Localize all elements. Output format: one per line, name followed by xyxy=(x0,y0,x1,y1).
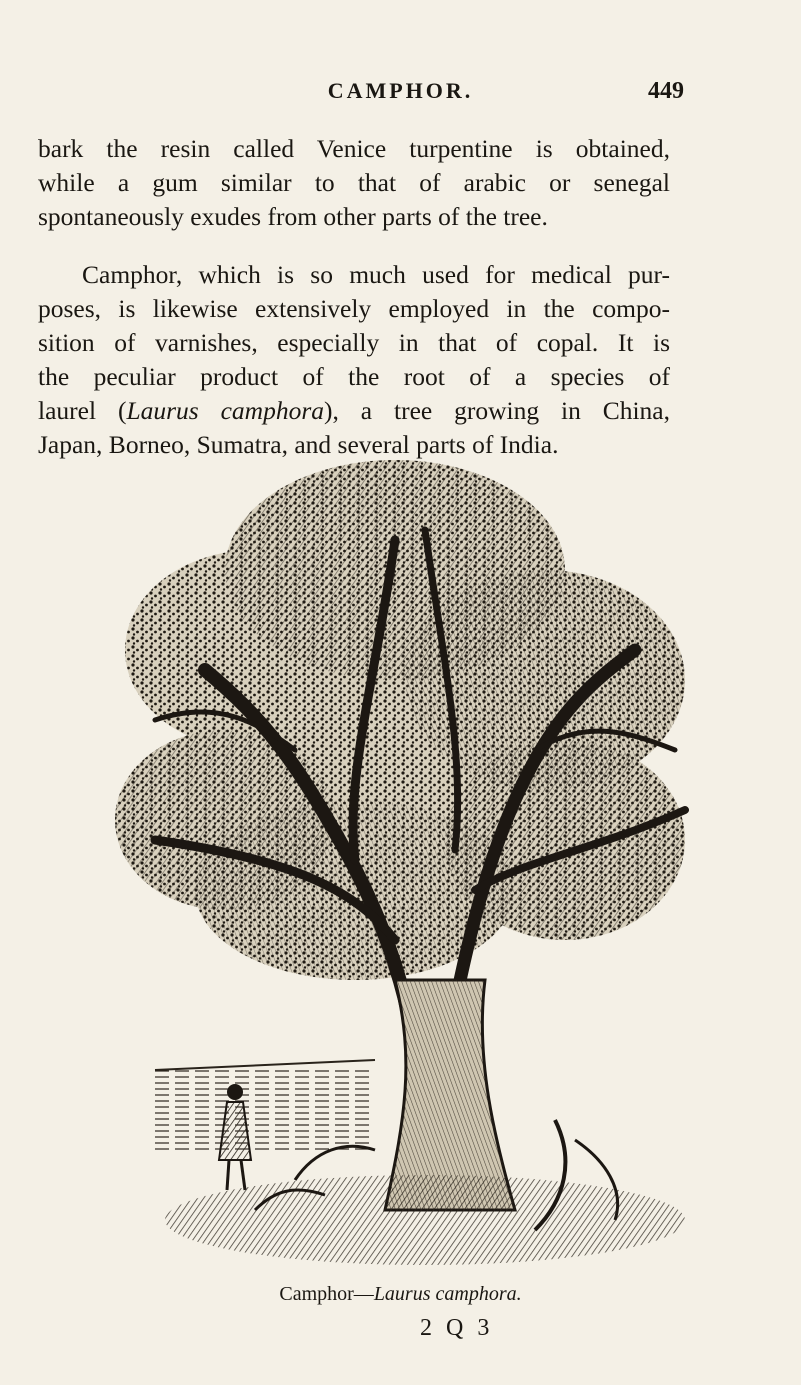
text-line: Camphor, which is so much used for medical pur- xyxy=(82,260,670,289)
page-number: 449 xyxy=(648,78,684,104)
text-line: poses, is likewise extensively employed in the compo- xyxy=(38,294,670,323)
text-line: bark the resin called Venice turpentine is obtained, xyxy=(38,134,670,163)
caption-species: Laurus camphora. xyxy=(373,1283,522,1305)
page-title: CAMPHOR. xyxy=(327,78,474,103)
text-line: spontaneously exudes from other parts of the tree. xyxy=(38,202,548,231)
running-head xyxy=(0,78,801,112)
text-fragment: ), a tree growing in China, xyxy=(324,396,671,425)
species-name: Laurus camphora xyxy=(126,396,325,425)
text-line: sition of varnishes, especially in that of copal. It is xyxy=(38,328,670,357)
text-line: while a gum similar to that of arabic or senegal xyxy=(38,168,670,197)
caption-text: Camphor— xyxy=(279,1283,374,1305)
paragraph-1 xyxy=(38,132,670,234)
printer-signature: 2 Q 3 xyxy=(420,1315,494,1341)
text-fragment: laurel ( xyxy=(38,396,127,425)
tree-canopy xyxy=(115,460,685,980)
camphor-tree-engraving xyxy=(95,420,705,1280)
text-line: the peculiar product of the root of a species of xyxy=(38,362,670,391)
figure-caption xyxy=(0,1283,801,1306)
lake xyxy=(155,1060,375,1150)
text-line: Japan, Borneo, Sumatra, and several parts of India. xyxy=(38,430,559,459)
